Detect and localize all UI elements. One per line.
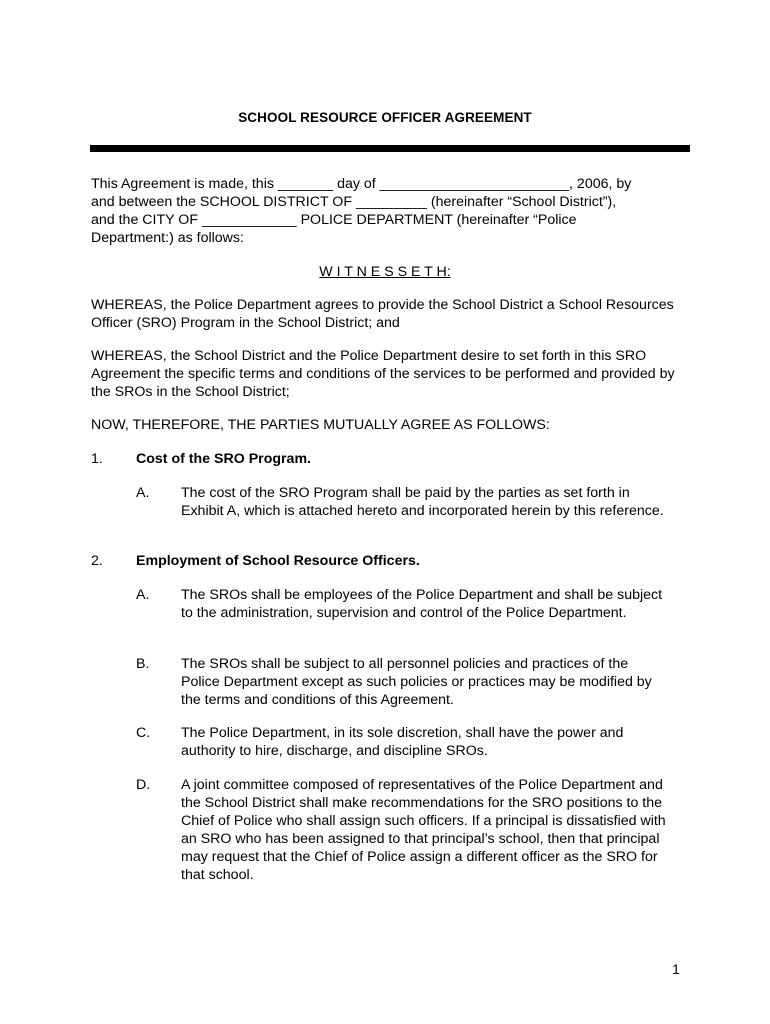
intro-line-3: and the CITY OF ____________ POLICE DEPARTMENT (hereinafter “Police — [91, 212, 577, 228]
section-2-item-d-text: A joint committee composed of representatives of the Police Department and the School District shall make recommendations for the SRO positions to the Chief of Police who shall assign such officers. If a principal is dissatisfied with an SRO who has been assigned to that principal’s school, then that principal may request that the Chief of Police assign a different officer as the SRO for that school. — [181, 777, 666, 883]
document-title: SCHOOL RESOURCE OFFICER AGREEMENT — [238, 110, 532, 125]
section-1-item-a-letter: A. — [136, 485, 150, 501]
witnesseth-heading: W I T N E S S E T H: — [319, 264, 451, 280]
whereas-paragraph-2: WHEREAS, the School District and the Police Department desire to set forth in this SRO Agreement the specific terms and conditions of the services to be performed and provided by the SROs in the School District; — [91, 348, 675, 400]
blank-month: ________________________ — [379, 176, 570, 192]
section-2-item-b-text: The SROs shall be subject to all personnel policies and practices of the Police Department except as such policies or practices may be modified by the terms and conditions of this Agreement. — [181, 656, 652, 708]
section-2-item-d-letter: D. — [136, 777, 151, 793]
section-2-number: 2. — [91, 553, 103, 569]
section-1-number: 1. — [91, 451, 103, 467]
blank-district: _________ — [355, 194, 427, 210]
intro-paragraph — [91, 175, 681, 247]
section-1-heading: Cost of the SRO Program. — [136, 451, 311, 467]
section-2-item-a-letter: A. — [136, 587, 150, 603]
now-therefore-paragraph: NOW, THEREFORE, THE PARTIES MUTUALLY AGREE AS FOLLOWS: — [91, 417, 550, 433]
section-2-item-c-text: The Police Department, in its sole discretion, shall have the power and authority to hire, discharge, and discipline SROs. — [181, 725, 624, 759]
section-1-item-a-text: The cost of the SRO Program shall be paid by the parties as set forth in Exhibit A, which is attached hereto and incorporated herein by this reference. — [181, 485, 664, 519]
section-2-item-c-letter: C. — [136, 725, 151, 741]
section-2-heading: Employment of School Resource Officers. — [136, 553, 420, 569]
whereas-paragraph-1: WHEREAS, the Police Department agrees to provide the School District a School Resources Officer (SRO) Program in the School District; and — [91, 297, 674, 331]
intro-line-2: and between the SCHOOL DISTRICT OF _________ (hereinafter “School District”), — [91, 194, 617, 210]
intro-line-4: Department:) as follows: — [91, 230, 244, 246]
blank-city: ____________ — [201, 212, 297, 228]
page-number: 1 — [672, 962, 680, 978]
section-2-item-a-text: The SROs shall be employees of the Police Department and shall be subject to the administration, supervision and control of the Police Department. — [181, 587, 663, 621]
blank-day: _______ — [277, 176, 334, 192]
title-rule-thick — [90, 147, 690, 152]
intro-line-1: This Agreement is made, this _______ day of ________________________, 2006, by — [91, 176, 632, 192]
section-2-item-b-letter: B. — [136, 656, 150, 672]
